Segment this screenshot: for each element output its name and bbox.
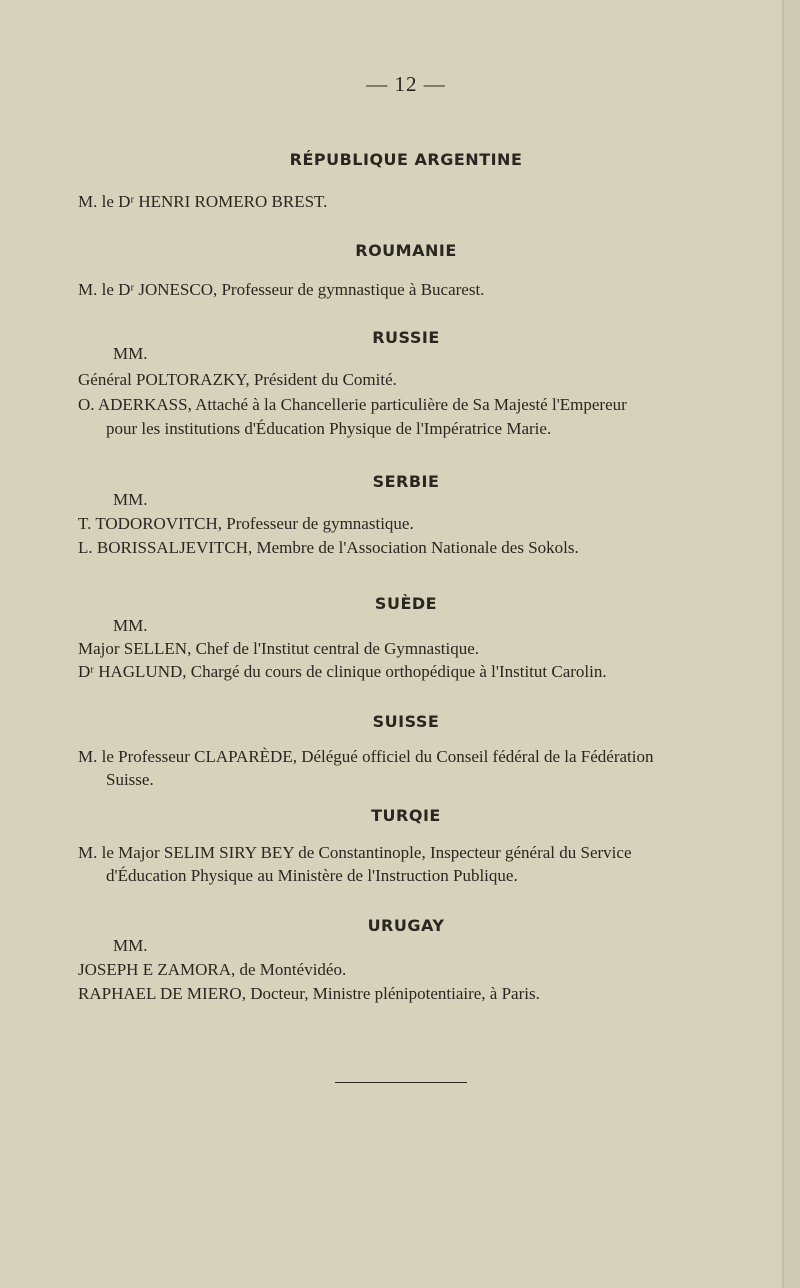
section-title-uruguay: URUGAY: [367, 916, 445, 935]
delegate-line: M. le Dʳ HENRI ROMERO BREST.: [78, 192, 328, 211]
mm-label: MM.: [113, 490, 148, 509]
section-title-roumanie: ROUMANIE: [355, 241, 457, 260]
section-title-russie: RUSSIE: [372, 328, 440, 347]
delegate-line-continuation: d'Éducation Physique au Ministère de l'Instruction Publique.: [106, 866, 518, 885]
mm-label: MM.: [113, 616, 148, 635]
end-rule: [335, 1082, 467, 1083]
delegate-line: M. le Dʳ JONESCO, Professeur de gymnastique à Bucarest.: [78, 280, 485, 299]
delegate-line: JOSEPH E ZAMORA, de Montévidéo.: [78, 960, 347, 979]
mm-label: MM.: [113, 936, 148, 955]
delegate-line: L. BORISSALJEVITCH, Membre de l'Association Nationale des Sokols.: [78, 538, 579, 557]
delegate-line: M. le Professeur CLAPARÈDE, Délégué officiel du Conseil fédéral de la Fédération: [78, 747, 654, 766]
section-title-suede: SUÈDE: [374, 594, 438, 613]
page-number: — 12 —: [366, 72, 446, 96]
delegate-line-continuation: Suisse.: [106, 770, 154, 789]
delegate-line-continuation: pour les institutions d'Éducation Physique de l'Impératrice Marie.: [106, 419, 552, 438]
section-title-serbie: SERBIE: [372, 472, 440, 491]
delegate-line: Général POLTORAZKY, Président du Comité.: [78, 370, 397, 389]
section-title-turquie: TURQIE: [371, 806, 441, 825]
delegate-line: Dʳ HAGLUND, Chargé du cours de clinique orthopédique à l'Institut Carolin.: [78, 662, 607, 681]
section-title-argentine: RÉPUBLIQUE ARGENTINE: [289, 150, 523, 169]
section-title-suisse: SUISSE: [372, 712, 440, 731]
mm-label: MM.: [113, 344, 148, 363]
delegate-line: O. ADERKASS, Attaché à la Chancellerie particulière de Sa Majesté l'Empereur: [78, 395, 627, 414]
delegate-line: T. TODOROVITCH, Professeur de gymnastique.: [78, 514, 414, 533]
delegate-line: M. le Major SELIM SIRY BEY de Constantinople, Inspecteur général du Service: [78, 843, 632, 862]
delegate-line: RAPHAEL DE MIERO, Docteur, Ministre plénipotentiaire, à Paris.: [78, 984, 540, 1003]
delegate-line: Major SELLEN, Chef de l'Institut central de Gymnastique.: [78, 639, 480, 658]
